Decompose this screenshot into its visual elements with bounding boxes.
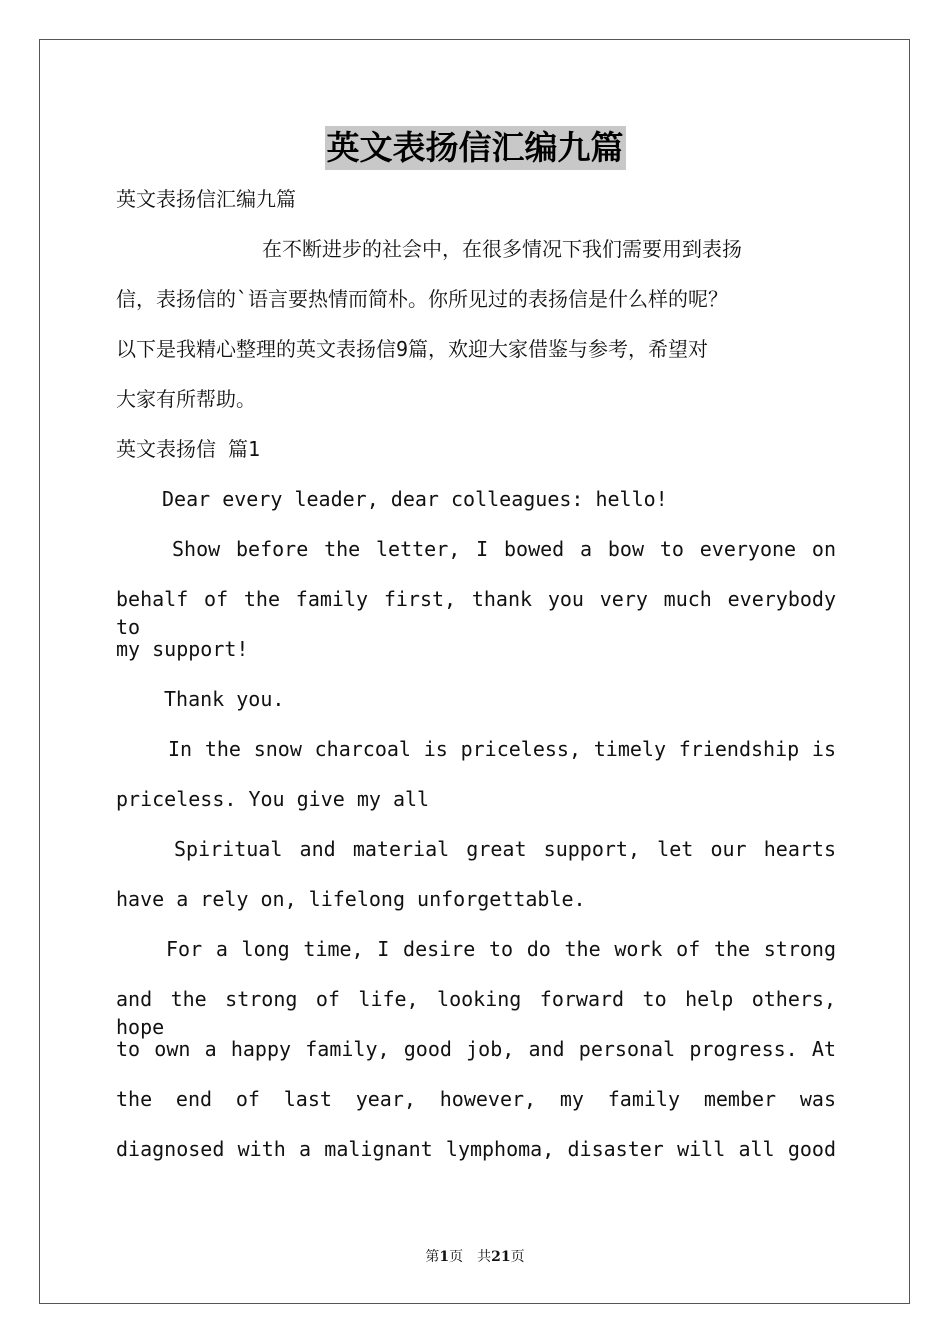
paragraph-line: have a rely on, lifelong unforgettable. <box>116 887 586 911</box>
page-border <box>39 39 910 1304</box>
title-container <box>0 126 950 170</box>
paragraph-line: my support! <box>116 637 249 661</box>
paragraph-line: the end of last year, however, my family member was <box>116 1087 836 1111</box>
paragraph-line: In the snow charcoal is priceless, timely friendship is <box>168 737 836 761</box>
paragraph-line: 在不断进步的社会中，在很多情况下我们需要用到表扬 <box>262 237 742 261</box>
paragraph-line: Dear every leader, dear colleagues: hello! <box>162 487 668 511</box>
paragraph-line: to own a happy family, good job, and personal progress. At <box>116 1037 836 1061</box>
paragraph-line: diagnosed with a malignant lymphoma, disaster will all good <box>116 1137 836 1161</box>
current-page-number: 1 <box>439 1249 450 1265</box>
document-title: 英文表扬信汇编九篇 <box>325 126 626 170</box>
paragraph-line: Thank you. <box>164 687 285 711</box>
paragraph-line: Spiritual and material great support, let our hearts <box>174 837 836 861</box>
footer-suffix: 页 <box>510 1249 525 1265</box>
total-page-count: 21 <box>491 1249 511 1265</box>
paragraph-line: 以下是我精心整理的英文表扬信9篇，欢迎大家借鉴与参考，希望对 <box>116 337 709 361</box>
page-footer <box>0 1246 950 1266</box>
footer-mid: 页 共 <box>449 1249 492 1265</box>
paragraph-line: priceless. You give my all <box>116 787 430 811</box>
paragraph-line: Show before the letter, I bowed a bow to everyone on <box>172 537 836 561</box>
paragraph-line: 信，表扬信的`语言要热情而简朴。你所见过的表扬信是什么样的呢？ <box>116 287 729 311</box>
footer-prefix: 第 <box>425 1249 440 1265</box>
subtitle-line: 英文表扬信汇编九篇 <box>116 187 296 211</box>
paragraph-line: behalf of the family first, thank you very much everybody to <box>116 587 836 639</box>
section-heading: 英文表扬信 篇1 <box>116 437 261 461</box>
paragraph-line: and the strong of life, looking forward to help others, hope <box>116 987 836 1039</box>
paragraph-line: For a long time, I desire to do the work of the strong <box>166 937 836 961</box>
paragraph-line: 大家有所帮助。 <box>116 387 256 411</box>
